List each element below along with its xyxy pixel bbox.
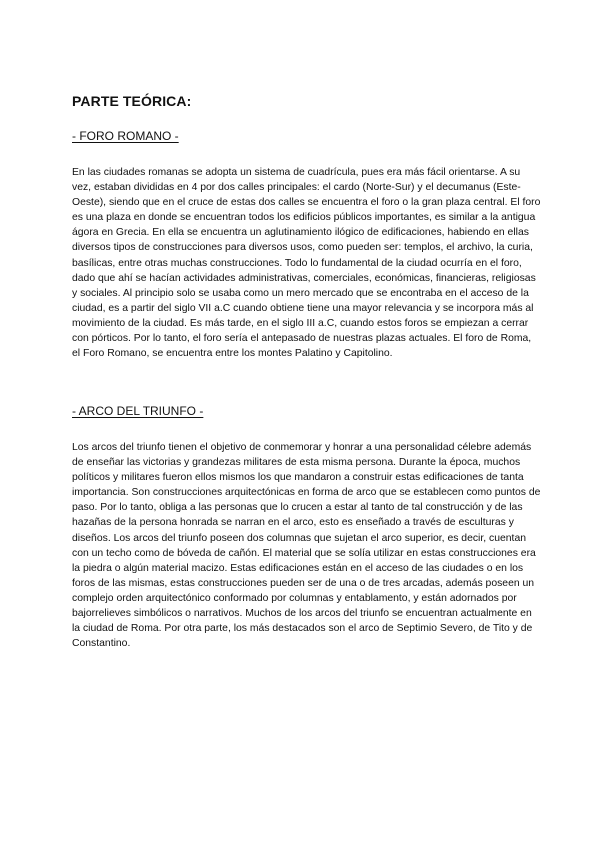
- paragraph-foro-romano: En las ciudades romanas se adopta un sistema de cuadrícula, pues era más fácil orientarse. A su vez, estaban divididas en 4 por dos calles principales: el cardo (Norte-Sur) y el decumanus (Este-Oeste), siendo que en el cruce de estas dos calles se encuentra el foro o la gran plaza central. El foro es una plaza en donde se encuentran todos los edificios públicos importantes, es similar a la antigua ágora en Grecia. En ella se encuentra un aglutinamiento ilógico de edificaciones, habiendo en ellas diversos tipos de construcciones para diversos usos, como pueden ser: templos, el archivo, la curia, basílicas, entre otras muchas construcciones. Todo lo fundamental de la ciudad ocurría en el foro, dado que ahí se hacían actividades administrativas, comerciales, económicas, financieras, religiosas y sociales. Al principio solo se usaba como un mero mercado que se encontraba en el acceso de la ciudad, es a partir del siglo VII a.C cuando obtiene tiene una mayor relevancia y se incorpora más al movimiento de la ciudad. Es más tarde, en el siglo III a.C, cuando estos foros se empiezan a cerrar con pórticos. Por lo tanto, el foro sería el antepasado de nuestras plazas actuales. El foro de Roma, el Foro Romano, se encuentra entre los montes Palatino y Capitolino.: [72, 167, 541, 360]
- paragraph-arco-del-triunfo: Los arcos del triunfo tienen el objetivo de conmemorar y honrar a una personalidad célebre además de enseñar las victorias y grandezas militares de esta misma persona. Durante la época, muchos políticos y militares fueron ellos mismos los que mandaron a construir estas edificaciones de tanta importancia. Son construcciones arquitectónicas en forma de arco que se establecen como puntos de paso. Por lo tanto, obliga a las personas que lo crucen a estar al tanto de tal construcción y de las hazañas de la persona honrada se narran en el arco, esto es enseñado a través de esculturas y diseños. Los arcos del triunfo poseen dos columnas que sujetan el arco superior, es decir, cuentan con un techo como de bóveda de cañón. El material que se solía utilizar en estas construcciones era la piedra o algún material macizo. Estas edificaciones están en el acceso de las ciudades o en los foros de las mismas, estas construcciones pueden ser de una o de tres arcadas, además poseen un complejo orden arquitectónico conformado por columnas y entablamento, y están adornados por bajorrelieves simbólicos o narrativos. Muchos de los arcos del triunfo se encuentran actualmente en la ciudad de Roma. Por otra parte, los más destacados son el arco de Septimio Severo, de Tito y de Constantino.: [72, 442, 541, 650]
- section-heading-foro-romano: - FORO ROMANO -: [72, 129, 179, 143]
- section-heading-arco-del-triunfo: - ARCO DEL TRIUNFO -: [72, 404, 204, 418]
- page-title: PARTE TEÓRICA:: [72, 93, 192, 109]
